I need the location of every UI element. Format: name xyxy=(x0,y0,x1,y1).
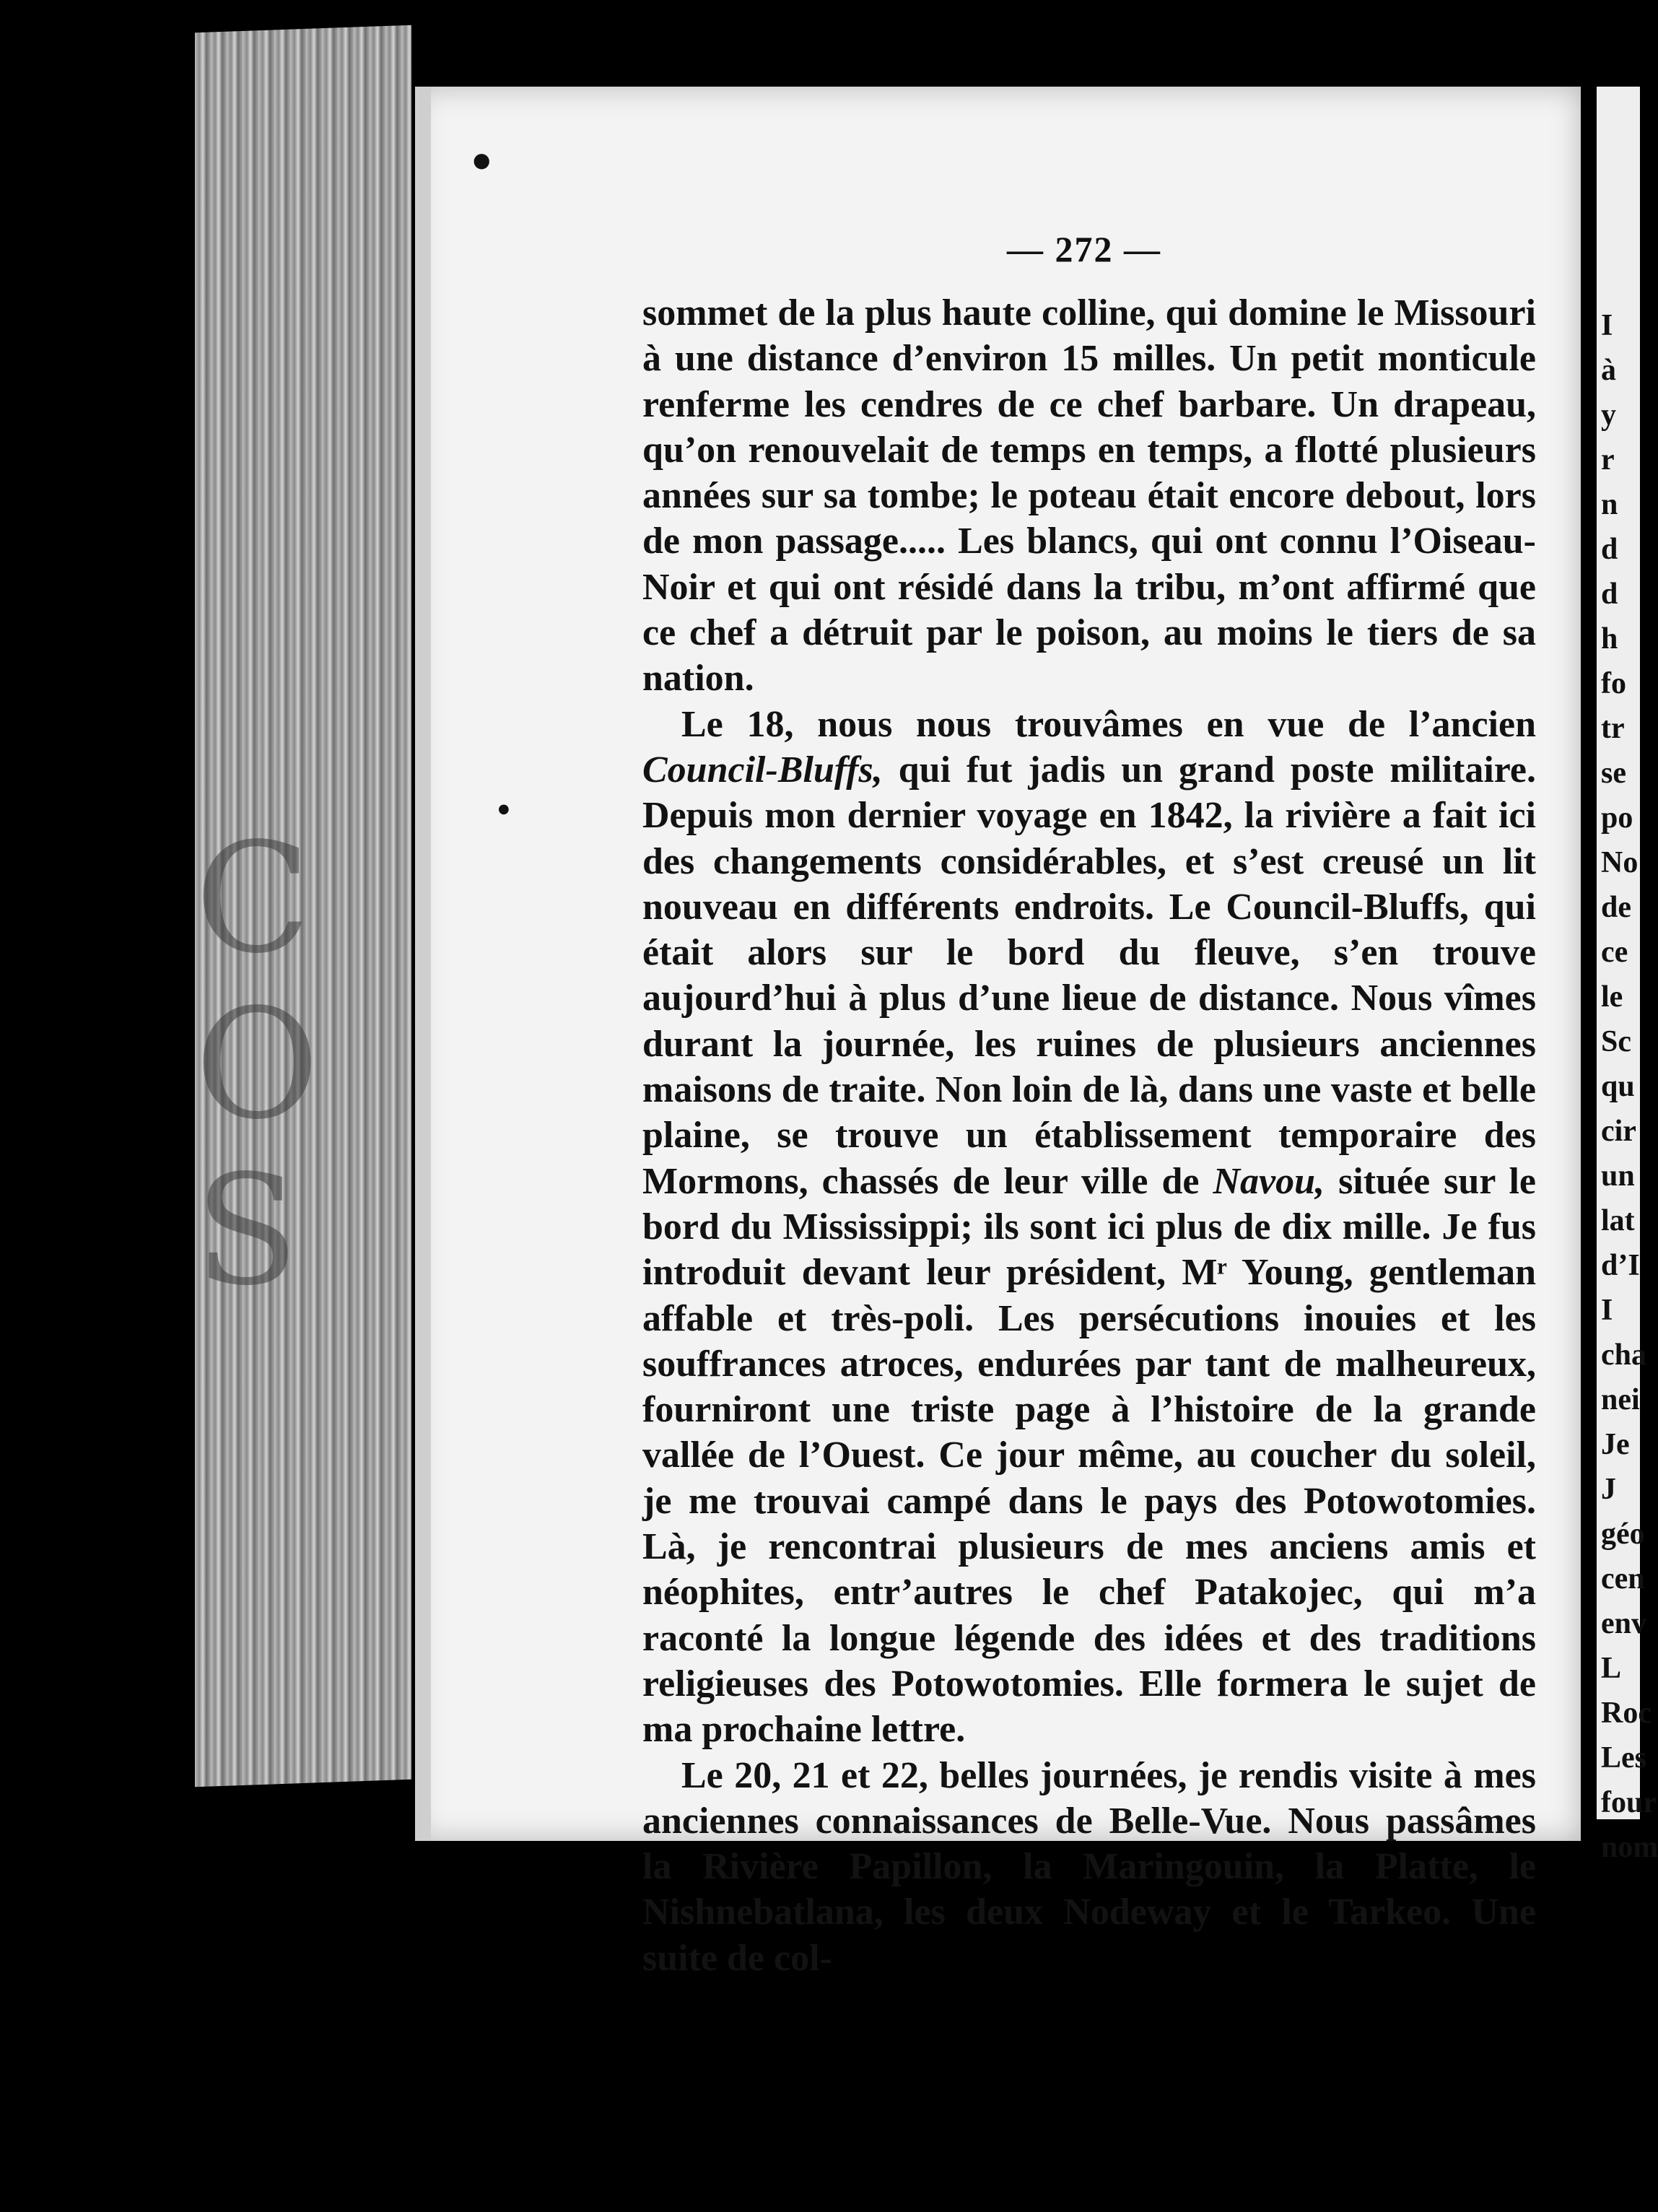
next-page-fragment: env xyxy=(1601,1607,1646,1640)
next-page-fragment: nom xyxy=(1601,1831,1658,1864)
page-gutter xyxy=(415,87,431,1841)
next-page-fragment: I xyxy=(1601,309,1613,342)
text-run: située sur le bord du Mississippi; ils sont ici plus de dix mille. Je fus introduit devant leur président, Mʳ Young, gentleman affable et très-poli. Les persécutions inouies et les souffrances atroces, endurées par tant de malheureux, fourniront une triste page à l’histoire de la grande vallée de l’Ouest. Ce jour même, au coucher du soleil, je me trouvai campé dans le pays des Potowotomies. Là, je rencontrai plusieurs de mes anciens amis et néophites, entr’autres le chef Patakojec, qui m’a raconté la longue légende des idées et des traditions religieuses des Potowotomies. Elle formera le sujet de ma prochaine lettre. xyxy=(642,1160,1536,1751)
paragraph xyxy=(642,702,1536,1753)
next-page-fragment: I xyxy=(1601,1294,1613,1327)
next-page-fragment: h xyxy=(1601,622,1618,656)
next-page-fragment: L xyxy=(1601,1652,1622,1685)
next-page-fragment: cir xyxy=(1601,1115,1636,1148)
next-page-fragment: cen xyxy=(1601,1562,1645,1595)
page-number: — 272 — xyxy=(1007,229,1161,269)
text-run: Le 20, 21 et 22, belles journées, je rendis visite à mes anciennes connaissances de Belle-Vue. Nous passâmes la Rivière Papillon, la Maringouin, la Platte, le Nishnebatlana, les deux Nodeway et le Tarkeo. Une suite de col- xyxy=(642,1754,1536,1979)
next-page-fragment: d xyxy=(1601,533,1618,566)
next-page-fragment: Les xyxy=(1601,1741,1646,1775)
next-page-fragment: ce xyxy=(1601,936,1628,969)
next-page-fragment: fo xyxy=(1601,667,1626,700)
next-page-fragment: No xyxy=(1601,846,1639,879)
next-page-fragment: qu xyxy=(1601,1070,1635,1103)
next-page-fragments xyxy=(1597,87,1658,1870)
next-page-fragment: four xyxy=(1601,1786,1657,1819)
next-page-fragment: d xyxy=(1601,578,1618,611)
next-page-fragment: Je xyxy=(1601,1428,1630,1461)
next-page-fragment: à xyxy=(1601,354,1616,387)
paragraph xyxy=(642,1753,1536,1981)
ink-spot: ● xyxy=(473,148,491,172)
body-text xyxy=(642,290,1536,1981)
italic-text: Council-Bluffs, xyxy=(642,749,883,791)
text-run: sommet de la plus haute colline, qui domine le Missouri à une distance d’environ 15 milles. Un petit monticule renferme les cendres de ce chef barbare. Un drapeau, qu’on renouvelait de temps en temps, a flotté plusieurs années sur sa tombe; le poteau était encore debout, lors de mon passage..... Les blancs, qui ont connu l’Oiseau-Noir et qui ont résidé dans la tribu, m’ont affirmé que ce chef a détruit par le poison, au moins le tiers de sa nation. xyxy=(642,292,1536,700)
next-page-edge xyxy=(1597,87,1658,1864)
ink-spot: ● xyxy=(498,801,510,817)
next-page-fragment: de xyxy=(1601,891,1631,924)
paragraph xyxy=(642,290,1536,702)
next-page-fragment: d’I xyxy=(1601,1249,1640,1282)
next-page-fragment: J xyxy=(1601,1473,1616,1506)
next-page-fragment: cha xyxy=(1601,1338,1646,1372)
next-page-fragment: po xyxy=(1601,801,1633,835)
next-page-fragment: y xyxy=(1601,399,1616,432)
edge-ink-marks: C O S xyxy=(195,810,320,1319)
next-page-fragment: tr xyxy=(1601,712,1625,745)
text-run: qui fut jadis un grand poste militaire. Depuis mon dernier voyage en 1842, la rivière a fait ici des changements considérables, et s’est creusé un lit nouveau en différents endroits. Le Council-Bluffs, qui était alors sur le bord du fleuve, s’en trouve aujourd’hui à plus d’une lieue de distance. Nous vîmes durant la journée, les ruines de plusieurs anciennes maisons de traite. Non loin de là, dans une vaste et belle plaine, se trouve un établissement temporaire des Mormons, chassés de leur ville de xyxy=(642,749,1536,1202)
next-page-fragment: un xyxy=(1601,1159,1635,1193)
next-page-fragment: lat xyxy=(1601,1204,1635,1237)
italic-text: Navou, xyxy=(1213,1160,1325,1202)
next-page-fragment: nei xyxy=(1601,1383,1640,1416)
next-page-fragment: Roc xyxy=(1601,1697,1652,1730)
next-page-fragment: Sc xyxy=(1601,1025,1631,1058)
text-run: Le 18, nous nous trouvâmes en vue de l’ancien xyxy=(681,703,1536,745)
next-page-fragment: le xyxy=(1601,980,1623,1014)
next-page-fragment: géo xyxy=(1601,1518,1645,1551)
next-page-fragment: r xyxy=(1601,443,1615,476)
next-page-fragment: se xyxy=(1601,757,1626,790)
next-page-fragment: n xyxy=(1601,488,1618,521)
